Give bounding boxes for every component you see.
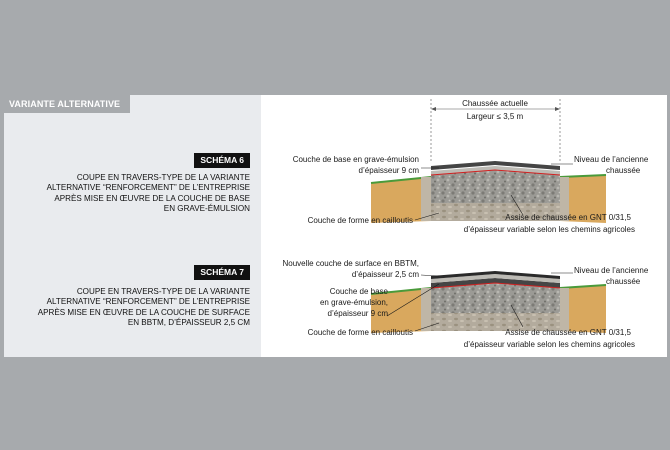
schema-7-gnt-label: d’épaisseur variable selon les chemins agricoles bbox=[463, 340, 635, 349]
schema-7-old-level-label: Niveau de l’ancienne bbox=[574, 266, 649, 275]
schema-6-base-label: Couche de base en grave-émulsion bbox=[292, 155, 419, 164]
section-title: VARIANTE ALTERNATIVE bbox=[4, 95, 130, 113]
schema-6-description bbox=[20, 173, 250, 215]
schema-6-gnt-label: d’épaisseur variable selon les chemins agricoles bbox=[463, 225, 635, 234]
width-label-line: Largeur ≤ 3,5 m bbox=[466, 112, 524, 121]
schema-7-old-level-label: chaussée bbox=[606, 277, 641, 286]
leader-surface bbox=[421, 275, 439, 276]
schema-6-base-label: d’épaisseur 9 cm bbox=[358, 166, 419, 175]
schema-7-badge: SCHÉMA 7 bbox=[194, 265, 250, 280]
schema-6-form-label: Couche de forme en cailloutis bbox=[307, 216, 413, 225]
arrow-left-icon bbox=[431, 107, 436, 111]
main-panel bbox=[4, 95, 667, 357]
schema-7-base-label: d’épaisseur 9 cm bbox=[327, 309, 388, 318]
schema-7-desc-line: EN BBTM, D’ÉPAISSEUR 2,5 CM bbox=[127, 318, 250, 328]
width-label-line: Chaussée actuelle bbox=[462, 99, 528, 108]
schema-7-form-label: Couche de forme en cailloutis bbox=[307, 328, 413, 337]
shoulder-right bbox=[560, 288, 569, 331]
gnt-layer bbox=[431, 170, 560, 203]
schema-6-desc-line: APRÈS MISE EN ŒUVRE DE LA COUCHE DE BASE bbox=[54, 193, 250, 203]
arrow-right-icon bbox=[555, 107, 560, 111]
schema-7-surface-label: d’épaisseur 2,5 cm bbox=[351, 270, 419, 279]
left-description-pane bbox=[4, 95, 261, 357]
schema-7-base-label: Couche de base bbox=[329, 287, 388, 296]
schema-6-desc-line: ALTERNATIVE “RENFORCEMENT” DE L’ENTREPRISE bbox=[46, 183, 250, 193]
schema-7-desc-line: COUPE EN TRAVERS-TYPE DE LA VARIANTE bbox=[76, 287, 250, 296]
schema-6-gnt-label: Assise de chaussée en GNT 0/31,5 bbox=[505, 213, 631, 222]
schema-7-section bbox=[371, 271, 606, 333]
schema-7-base-label: en grave-émulsion, bbox=[319, 298, 388, 307]
gnt-layer bbox=[431, 283, 560, 313]
schema-6-old-level-label: Niveau de l’ancienne bbox=[574, 155, 649, 164]
schema-6-old-level-label: chaussée bbox=[606, 166, 641, 175]
schema-7-surface-label: Nouvelle couche de surface en BBTM, bbox=[282, 259, 419, 268]
schema-7-gnt-label: Assise de chaussée en GNT 0/31,5 bbox=[505, 328, 631, 337]
schema-7-desc-line: ALTERNATIVE “RENFORCEMENT” DE L’ENTREPRISE bbox=[46, 297, 250, 307]
schema-6-badge: SCHÉMA 6 bbox=[194, 153, 250, 168]
shoulder-left bbox=[421, 177, 431, 221]
schema-6-desc-line: EN GRAVE-ÉMULSION bbox=[163, 204, 250, 214]
schema-7-description bbox=[20, 287, 250, 329]
schema-6-desc-line: COUPE EN TRAVERS-TYPE DE LA VARIANTE bbox=[76, 173, 250, 182]
schema-7-desc-line: APRÈS MISE EN ŒUVRE DE LA COUCHE DE SURFACE bbox=[37, 307, 250, 317]
cross-section-diagram bbox=[261, 95, 667, 357]
